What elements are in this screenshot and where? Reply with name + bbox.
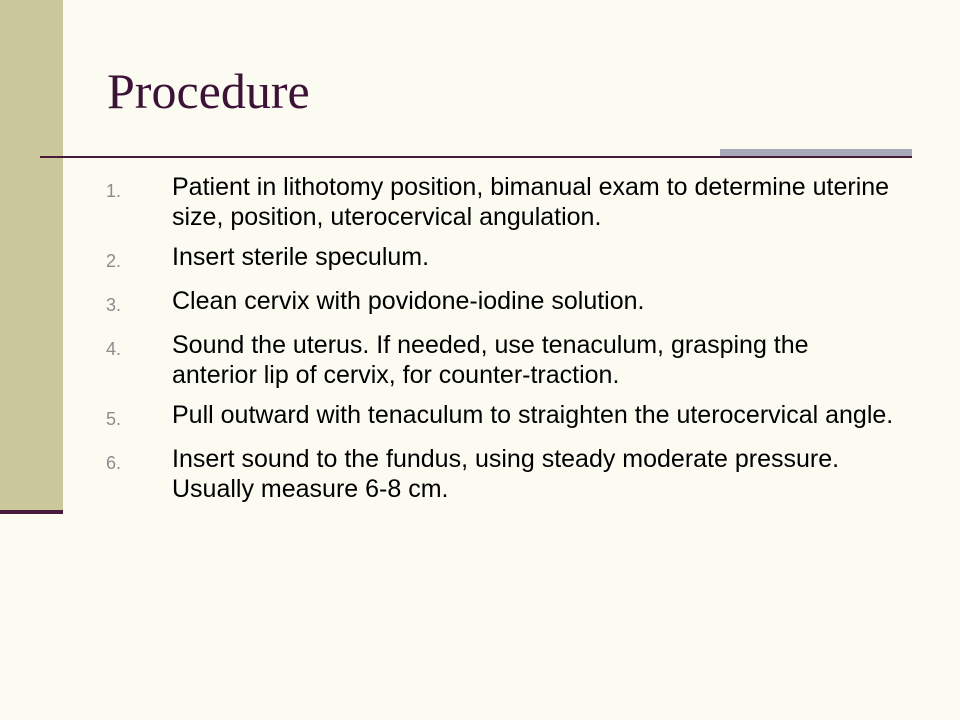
side-accent-bar [0,510,63,514]
step-number: 5. [106,409,122,429]
step-text: Insert sound to the fundus, using steady moderate pressure. Usually measure 6-8 cm. [172,445,840,503]
step-text: Sound the uterus. If needed, use tenaculum, grasping the anterior lip of cervix, for counter-traction. [172,331,809,389]
step-number: 6. [106,453,122,473]
step-item [106,172,896,232]
slide-title: Procedure [107,63,310,119]
procedure-steps-list [106,172,896,514]
step-number: 1. [106,181,122,201]
step-number: 4. [106,339,122,359]
step-text: Insert sterile speculum. [172,243,430,271]
title-divider [40,156,912,158]
step-item [106,242,896,276]
step-item [106,330,896,390]
step-text: Patient in lithotomy position, bimanual exam to determine uterine size, position, uterocervical angulation. [172,173,890,231]
step-text: Clean cervix with povidone-iodine solution. [172,287,645,315]
step-number: 2. [106,251,122,271]
step-text: Pull outward with tenaculum to straighten the uterocervical angle. [172,401,894,429]
title-divider-accent [720,149,912,156]
side-band [0,0,63,512]
step-item [106,286,896,320]
step-item [106,400,896,434]
step-item [106,444,896,504]
step-number: 3. [106,295,122,315]
